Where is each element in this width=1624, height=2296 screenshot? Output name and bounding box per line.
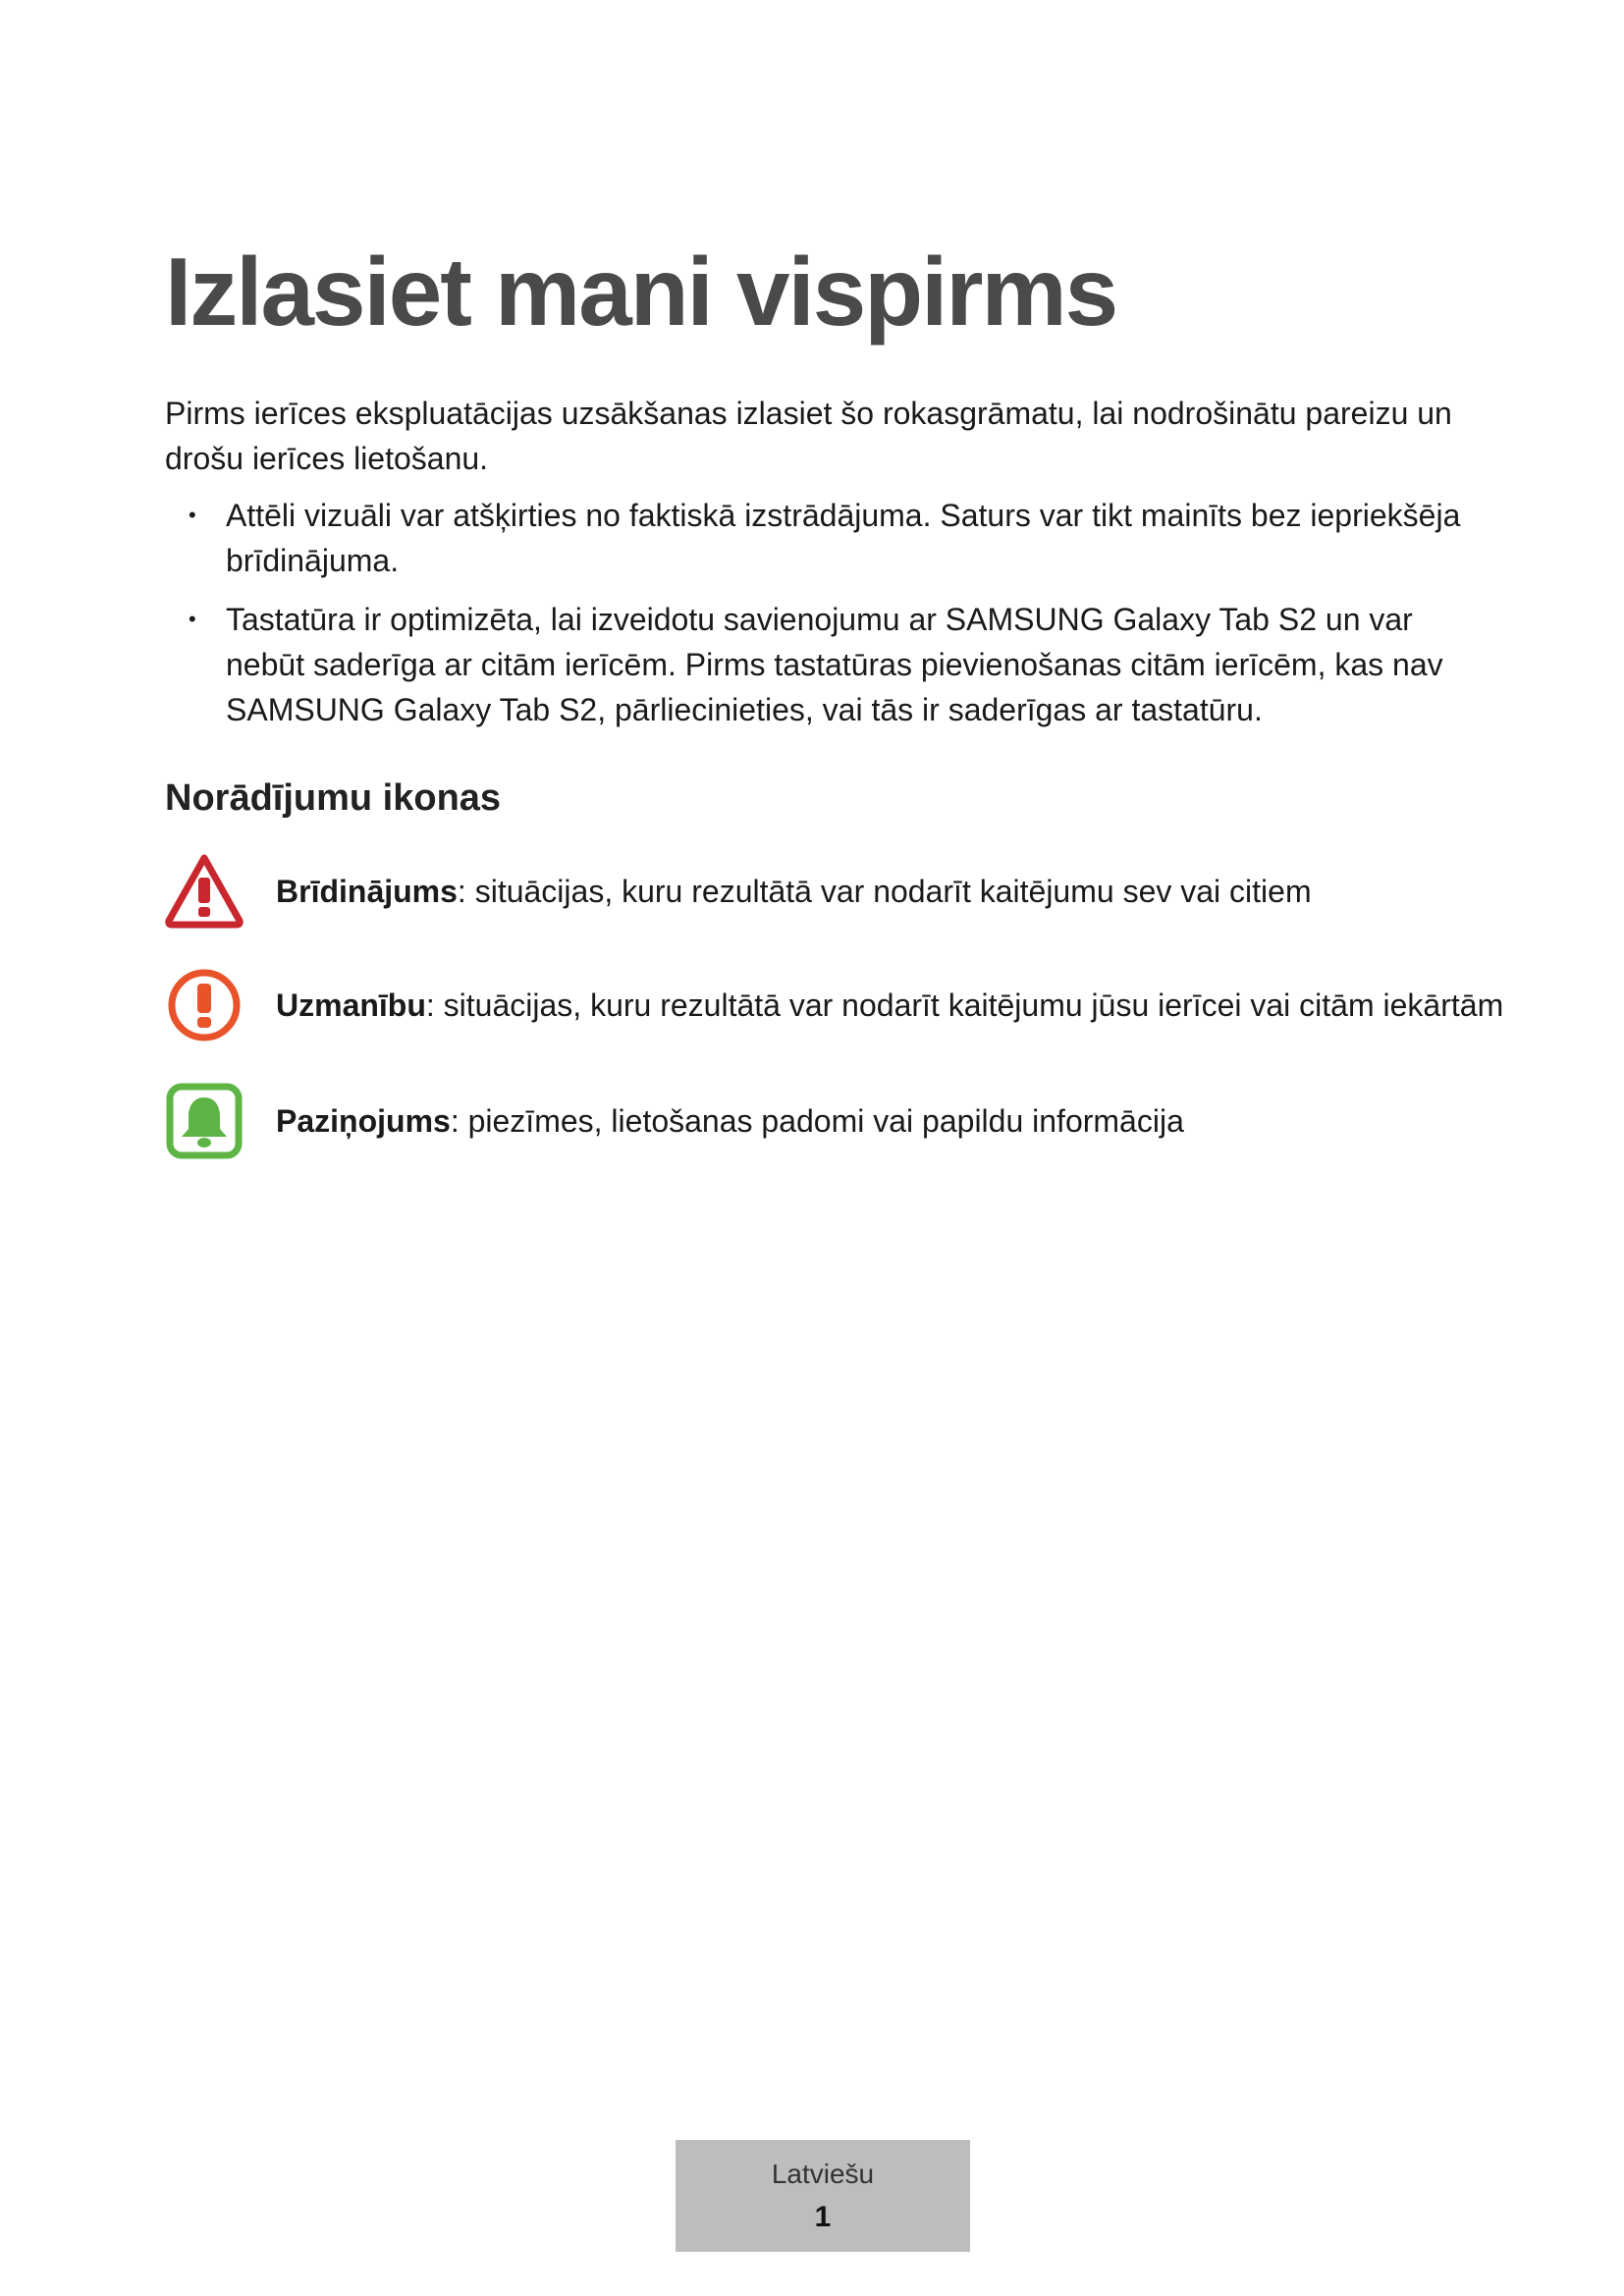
- caution-label: Uzmanību: [276, 988, 426, 1023]
- page-number: 1: [814, 2201, 832, 2233]
- bullet-marker: •: [189, 503, 196, 527]
- footer-language: Latviešu: [771, 2159, 875, 2189]
- bullet-item: [165, 493, 1481, 583]
- caution-description: : situācijas, kuru rezultātā var nodarīt kaitējumu jūsu ierīcei vai citām iekārtām: [425, 988, 1504, 1023]
- bullet-text: Tastatūra ir optimizēta, lai izveidotu savienojumu ar SAMSUNG Galaxy Tab S2 un var nebūt saderīga ar citām ierīcēm. Pirms tastatūras pievienošanas citām ierīcēm, kas nav SAMSUNG Galaxy Tab S2, pārliecinieties, vai tās ir saderīgas ar tastatūru.: [226, 602, 1443, 727]
- notice-label: Paziņojums: [276, 1103, 451, 1139]
- icon-row-text: [276, 984, 1503, 1027]
- bullet-list: [165, 493, 1481, 746]
- icon-row-caution: [165, 966, 1540, 1044]
- icon-row-notice: [165, 1082, 1540, 1160]
- bullet-item: [165, 597, 1481, 732]
- warning-label: Brīdinājums: [276, 874, 458, 909]
- footer-page-box: [676, 2140, 970, 2252]
- icon-row-warning: [165, 852, 1540, 931]
- page-title: Izlasiet mani vispirms: [165, 238, 1117, 346]
- icon-row-text: [276, 870, 1312, 913]
- warning-triangle-icon: [165, 852, 244, 931]
- notice-bell-icon: [165, 1082, 244, 1160]
- bullet-marker: •: [189, 607, 196, 631]
- section-heading: Norādījumu ikonas: [165, 777, 502, 819]
- warning-description: : situācijas, kuru rezultātā var nodarīt kaitējumu sev vai citiem: [457, 874, 1312, 909]
- caution-circle-icon: [165, 966, 244, 1044]
- bullet-text: Attēli vizuāli var atšķirties no faktiskā izstrādājuma. Saturs var tikt mainīts bez iepriekšēja brīdinājuma.: [226, 498, 1461, 578]
- icon-row-text: [276, 1099, 1184, 1143]
- notice-description: : piezīmes, lietošanas padomi vai papildu informācija: [450, 1103, 1184, 1139]
- intro-paragraph: Pirms ierīces ekspluatācijas uzsākšanas izlasiet šo rokasgrāmatu, lai nodrošinātu pareizu un drošu ierīces lietošanu.: [165, 396, 1452, 476]
